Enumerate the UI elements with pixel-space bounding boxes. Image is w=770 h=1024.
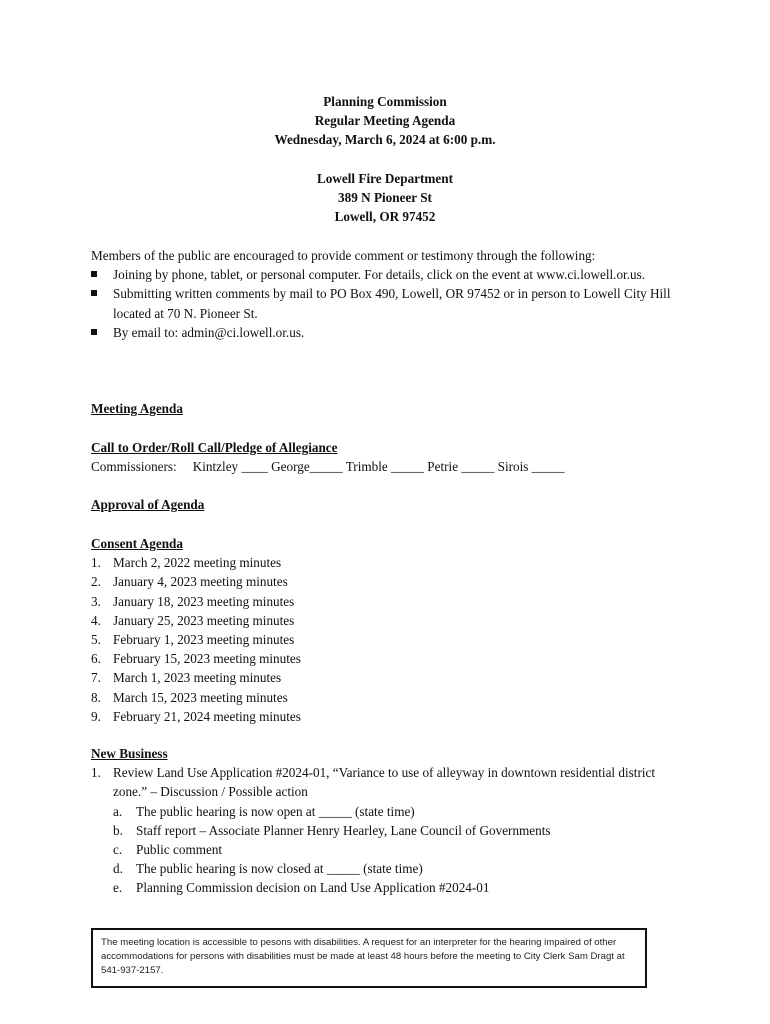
notice-text: The meeting location is accessible to pesons with disabilities. A request for an interpreter for the hearing impaired of other accommodations for persons with disabilities must be made at least 48 hours before the meeting to City Clerk Sam Dragt at 541-937-2157. [101,937,625,976]
bullet-text: By email to: admin@ci.lowell.or.us. [113,324,305,340]
item-number: 5. [91,632,101,648]
commissioners-roll [91,457,691,476]
consent-items-list [91,553,691,726]
item-text: Review Land Use Application #2024-01, “Variance to use of alleyway in downtown residential district zone.” – Discussion / Possible action [113,765,656,800]
bullet-square-icon [91,329,97,335]
agenda-header [0,92,770,226]
item-number: 1. [91,765,101,781]
accessibility-notice [91,928,647,988]
list-item [91,649,691,668]
item-number: 4. [91,612,101,628]
item-letter: d. [113,861,123,877]
approval-section [91,495,691,514]
location-street: 389 N Pioneer St [338,190,432,205]
item-text: February 15, 2023 meeting minutes [113,651,301,667]
list-item [113,840,681,859]
new-business-section [91,744,681,898]
item-text: March 2, 2022 meeting minutes [113,555,282,571]
consent-agenda-section [91,534,691,726]
list-item [91,688,691,707]
bullet-text: Joining by phone, tablet, or personal computer. For details, click on the event at www.ci.lowell.or.us. [113,267,646,283]
item-text: February 1, 2023 meeting minutes [113,632,295,648]
list-item [113,878,681,897]
item-number: 7. [91,670,101,686]
list-item [91,572,691,591]
item-number: 6. [91,651,101,667]
consent-agenda-heading: Consent Agenda [91,536,183,551]
item-letter: e. [113,880,123,896]
meeting-agenda-heading: Meeting Agenda [91,401,183,416]
bullet-square-icon [91,271,97,277]
list-item [91,611,691,630]
item-text: The public hearing is now closed at _____ (state time) [136,861,423,877]
item-text: Staff report – Associate Planner Henry Hearley, Lane Council of Governments [136,822,551,838]
item-text: Planning Commission decision on Land Use Application #2024-01 [136,880,490,896]
item-text: March 15, 2023 meeting minutes [113,689,288,705]
intro-text: Members of the public are encouraged to provide comment or testimony through the following: [91,248,596,263]
item-text: February 21, 2024 meeting minutes [113,708,301,724]
item-letter: b. [113,822,123,838]
header-date: Wednesday, March 6, 2024 at 6:00 p.m. [274,132,496,148]
new-business-list [91,763,681,897]
list-item [91,284,681,322]
bullet-text: Submitting written comments by mail to PO Box 490, Lowell, OR 97452 or in person to Lowell City Hill located at 70 N. Pioneer St. [113,286,671,321]
item-letter: c. [113,842,123,858]
item-number: 8. [91,689,101,705]
header-subtitle: Regular Meeting Agenda [314,113,456,129]
hearing-steps-list [113,802,681,898]
commissioners-names: Kintzley ____ George_____ Trimble _____ Petrie _____ Sirois _____ [192,459,565,475]
location-name: Lowell Fire Department [317,170,453,186]
item-letter: a. [113,803,123,819]
item-text: March 1, 2023 meeting minutes [113,670,282,686]
item-number: 9. [91,708,101,724]
item-number: 2. [91,574,101,590]
bullet-square-icon [91,290,97,296]
public-comment-section [91,246,681,342]
item-text: Public comment [136,842,223,858]
list-item [91,265,681,284]
list-item [113,821,681,840]
call-to-order-heading: Call to Order/Roll Call/Pledge of Allegiance [91,440,338,455]
list-item [113,859,681,878]
header-title: Planning Commission [323,94,447,109]
item-text: January 25, 2023 meeting minutes [113,612,295,628]
list-item [91,630,691,649]
list-item [91,707,691,726]
item-text: January 4, 2023 meeting minutes [113,574,288,590]
item-text: January 18, 2023 meeting minutes [113,593,295,609]
list-item [91,763,681,897]
list-item [91,553,691,572]
call-to-order-section [91,438,691,476]
list-item [91,668,691,687]
list-item [91,323,681,342]
item-text: The public hearing is now open at _____ (state time) [136,803,415,819]
comment-methods-list [91,265,681,342]
approval-heading: Approval of Agenda [91,497,205,512]
item-number: 3. [91,593,101,609]
commissioners-label: Commissioners: [91,459,177,475]
item-number: 1. [91,555,101,571]
list-item [91,592,691,611]
location-city: Lowell, OR 97452 [334,209,436,225]
new-business-heading: New Business [91,746,168,761]
meeting-agenda-section [91,399,691,418]
list-item [113,802,681,821]
